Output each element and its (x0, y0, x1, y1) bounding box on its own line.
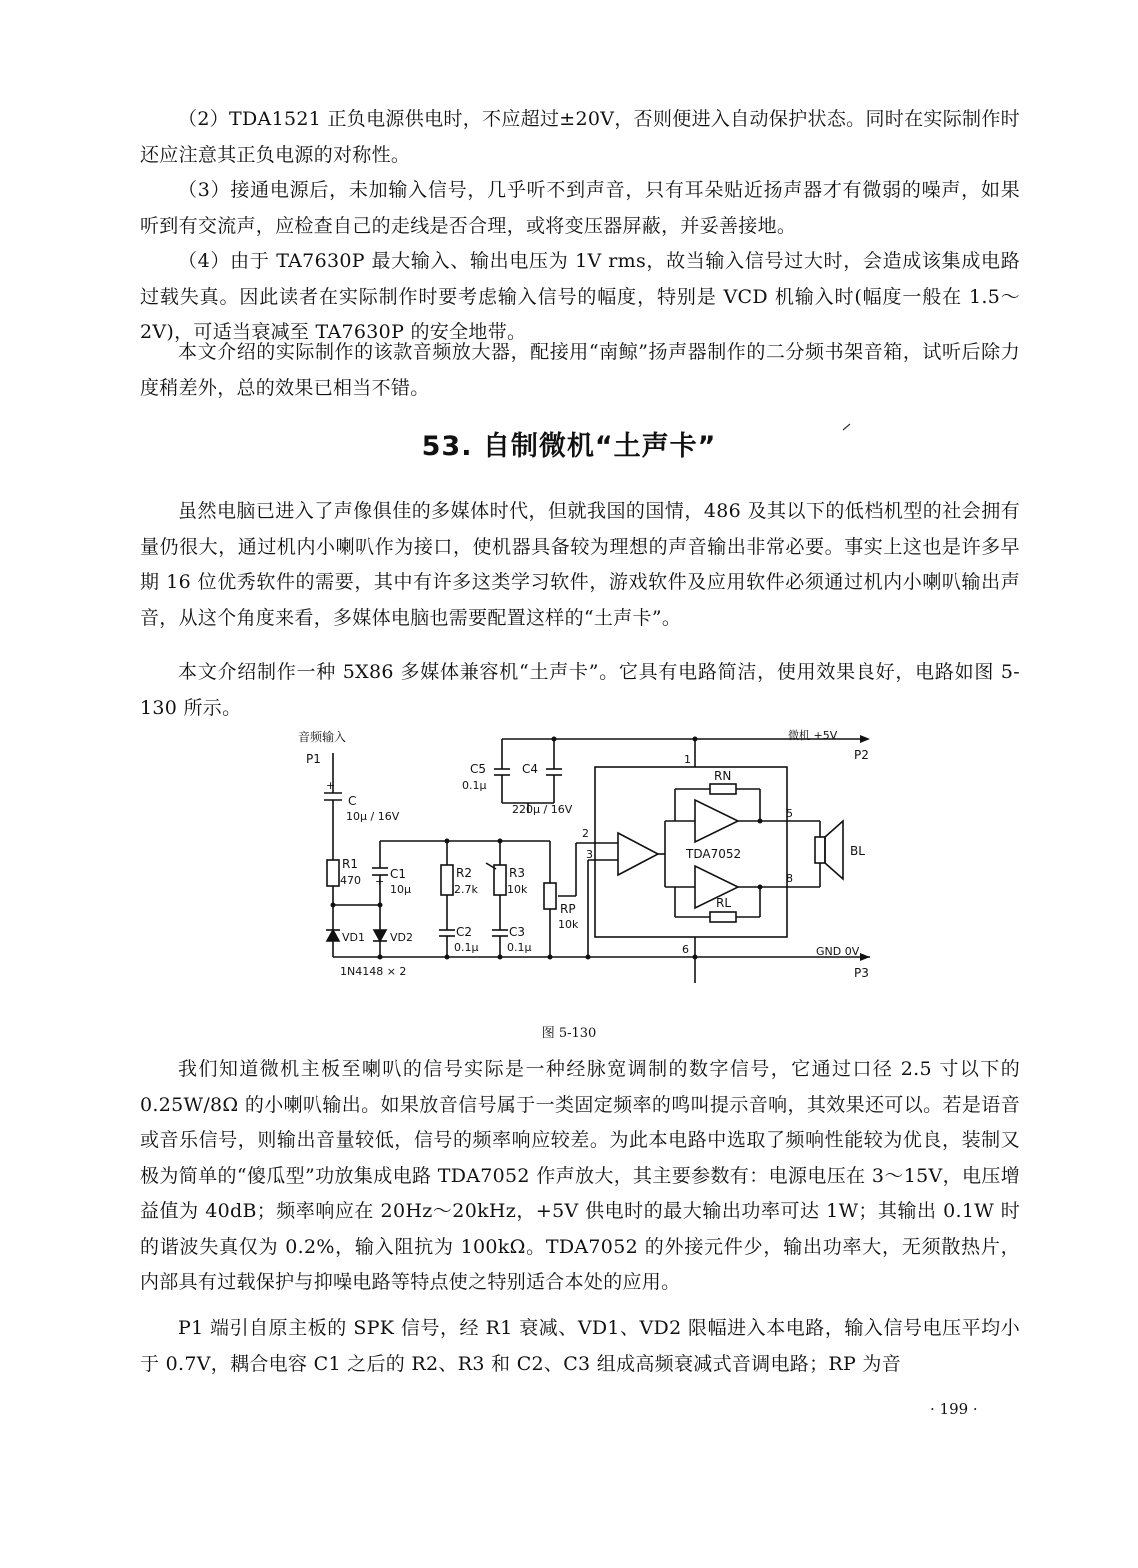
c4-label: C4 (522, 762, 539, 776)
rl-label: RL (716, 896, 732, 910)
c5-value: 0.1μ (462, 779, 487, 792)
c-value: 10μ / 16V (346, 810, 400, 823)
r1-label: R1 (342, 857, 358, 871)
diode-type: 1N4148 × 2 (340, 965, 407, 978)
paragraph-note-2: （2）TDA1521 正负电源供电时，不应超过±20V，否则便进入自动保护状态。同时在实际制作时还应注意其正负电源的对称性。 (140, 108, 1020, 166)
input-label: 音频输入 (298, 730, 347, 744)
c3-label: C3 (509, 925, 526, 939)
r3-value: 10k (507, 883, 528, 896)
r2-label: R2 (456, 866, 472, 880)
paragraph-conclusion: 本文介绍的实际制作的该款音频放大器，配接用“南鲸”扬声器制作的二分频书架音箱，试听后除力度稍差外，总的效果已相当不错。 (140, 341, 1020, 399)
rp-label: RP (560, 902, 576, 916)
circuit-diagram (290, 725, 890, 1015)
c2-value: 0.1μ (454, 941, 479, 954)
paragraph-analysis: 我们知道微机主板至喇叭的信号实际是一种经脉宽调制的数字信号，它通过口径 2.5 寸以下的 0.25W/8Ω 的小喇叭输出。如果放音信号属于一类固定频率的鸣叫提示音响，其效果还可以。若是语音或音乐信号，则输出音量较低，信号的频率响应较差。为此本电路中选取了频响性能较为优良，装制又极为简单的“傻瓜型”功放集成电路 TDA7052 作声放大，其主要参数有：电源电压在 3～15V，电压增益值为 40dB；频率响应在 20Hz～20kHz，+5V 供电时的最大输出功率可达 1W；其输出 0.1W 时的谐波失真仅为 0.2%，输入阻抗为 100kΩ。TDA7052 的外接元件少，输出功率大，无须散热片，内部具有过载保护与抑噪电路等特点使之特别适合本处的应用。 (140, 1058, 1020, 1293)
rp-value: 10k (558, 918, 579, 931)
p3-label: P3 (854, 966, 869, 980)
r3-label: R3 (509, 866, 525, 880)
c-label: C (348, 794, 357, 808)
pin5-label: 5 (786, 807, 793, 820)
gnd-label: GND 0V (816, 945, 860, 958)
paragraph-note-3: （3）接通电源后，未加输入信号，几乎听不到声音，只有耳朵贴近扬声器才有微弱的噪声，如果听到有交流声，应检查自己的走线是否合理，或将变压器屏蔽，并妥善接地。 (140, 179, 1020, 237)
pin1-label: 1 (684, 753, 691, 766)
supply-label: 微机 +5V (788, 729, 838, 742)
ic-label: TDA7052 (686, 847, 742, 861)
bl-label: BL (850, 844, 865, 858)
p1-label: P1 (306, 752, 321, 766)
pin3-label: 3 (586, 848, 593, 861)
c1-plus: + (375, 875, 385, 888)
p2-label: P2 (854, 748, 869, 762)
vd1-label: VD1 (342, 931, 365, 944)
c3-value: 0.1μ (507, 941, 532, 954)
c2-label: C2 (456, 925, 473, 939)
figure-caption: 图 5-130 (541, 1026, 597, 1041)
c-plus: + (326, 779, 336, 792)
vd2-label: VD2 (390, 931, 413, 944)
c4-value: 220μ / 16V (512, 803, 573, 816)
paragraph-circuit-description: P1 端引自原主板的 SPK 信号，经 R1 衰减、VD1、VD2 限幅进入本电路，输入信号电压平均小于 0.7V，耦合电容 C1 之后的 R2、R3 和 C2、C3 组成高频衰减式音调电路；RP 为音 (140, 1317, 1020, 1375)
paragraph-intro: 虽然电脑已进入了声像俱佳的多媒体时代，但就我国的国情，486 及其以下的低档机型的社会拥有量仍很大，通过机内小喇叭作为接口，使机器具备较为理想的声音输出非常必要。事实上这也是许多早期 16 位优秀软件的需要，其中有许多这类学习软件，游戏软件及应用软件必须通过机内小喇叭输出声音，从这个角度来看，多媒体电脑也需要配置这样的“土声卡”。 (140, 500, 1020, 629)
c1-label: C1 (390, 867, 407, 881)
pin8-label: 8 (786, 872, 793, 885)
paragraph-circuit-intro: 本文介绍制作一种 5X86 多媒体兼容机“土声卡”。它具有电路简洁，使用效果良好，电路如图 5-130 所示。 (140, 661, 1020, 719)
page-number: · 199 · (930, 1400, 978, 1418)
rn-label: RN (714, 769, 732, 783)
r1-value: 470 (340, 874, 361, 887)
c1-value: 10μ (390, 883, 411, 896)
section-title: 53. 自制微机“土声卡” (421, 431, 717, 462)
pin2-label: 2 (582, 827, 589, 840)
pin6-label: 6 (682, 943, 689, 956)
c5-label: C5 (470, 762, 487, 776)
paragraph-note-4: （4）由于 TA7630P 最大输入、输出电压为 1V rms，故当输入信号过大时，会造成该集成电路过载失真。因此读者在实际制作时要考虑输入信号的幅度，特别是 VCD 机输入时(幅度一般在 1.5～2V)，可适当衰减至 TA7630P 的安全地带。 (140, 250, 1020, 343)
r2-value: 2.7k (454, 883, 478, 896)
